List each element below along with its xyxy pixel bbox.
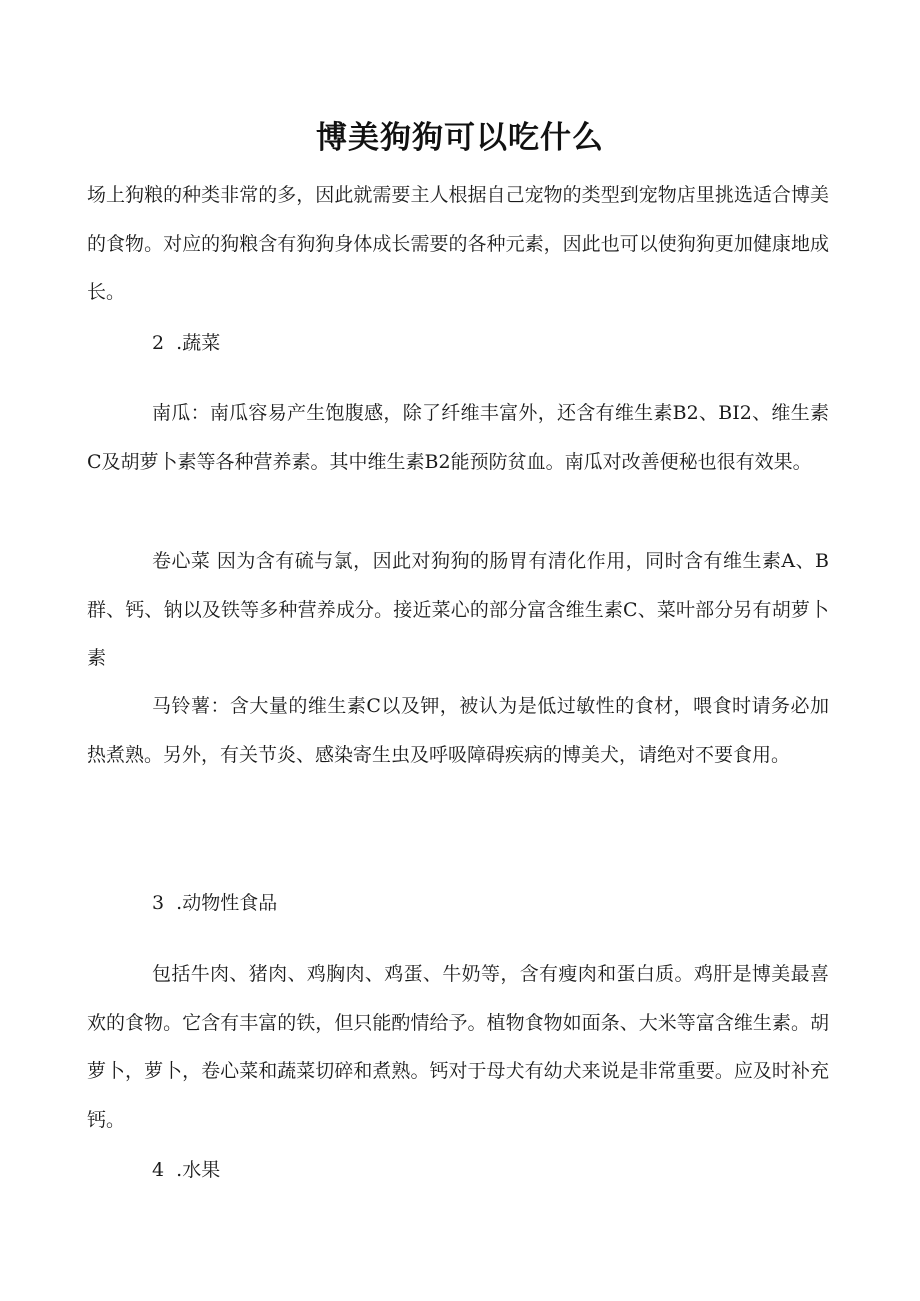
page-title: 博美狗狗可以吃什么 — [316, 120, 604, 156]
paragraph-potato: 马铃薯：含大量的维生素C以及钾，被认为是低过敏性的食材，喂食时请务必加热煮熟。另外，有关节炎、感染寄生虫及呼吸障碍疾病的博美犬，请绝对不要食用。 — [87, 695, 829, 766]
paragraph-animal-food: 包括牛肉、猪肉、鸡胸肉、鸡蛋、牛奶等，含有瘦肉和蛋白质。鸡肝是博美最喜欢的食物。它含有丰富的铁，但只能酌情给予。植物食物如面条、大米等富含维生素。胡萝卜，萝卜，卷心菜和蔬菜切碎和煮熟。钙对于母犬有幼犬来说是非常重要。应及时补充钙。 — [87, 963, 829, 1131]
section-heading-vegetables: 2 .蔬菜 — [152, 332, 221, 354]
section-heading-fruit: 4 .水果 — [152, 1159, 221, 1181]
paragraph-cabbage: 卷心菜 因为含有硫与氯，因此对狗狗的肠胃有清化作用，同时含有维生素A、B群、钙、钠以及铁等多种营养成分。接近菜心的部分富含维生素C、菜叶部分另有胡萝卜素 — [87, 550, 829, 669]
intro-paragraph: 场上狗粮的种类非常的多，因此就需要主人根据自己宠物的类型到宠物店里挑选适合博美的食物。对应的狗粮含有狗狗身体成长需要的各种元素，因此也可以使狗狗更加健康地成长。 — [87, 184, 829, 303]
section-heading-animal-food: 3 .动物性食品 — [152, 892, 278, 914]
paragraph-pumpkin: 南瓜：南瓜容易产生饱腹感，除了纤维丰富外，还含有维生素B2、BI2、维生素C及胡萝卜素等各种营养素。其中维生素B2能预防贫血。南瓜对改善便秘也很有效果。 — [87, 402, 829, 473]
